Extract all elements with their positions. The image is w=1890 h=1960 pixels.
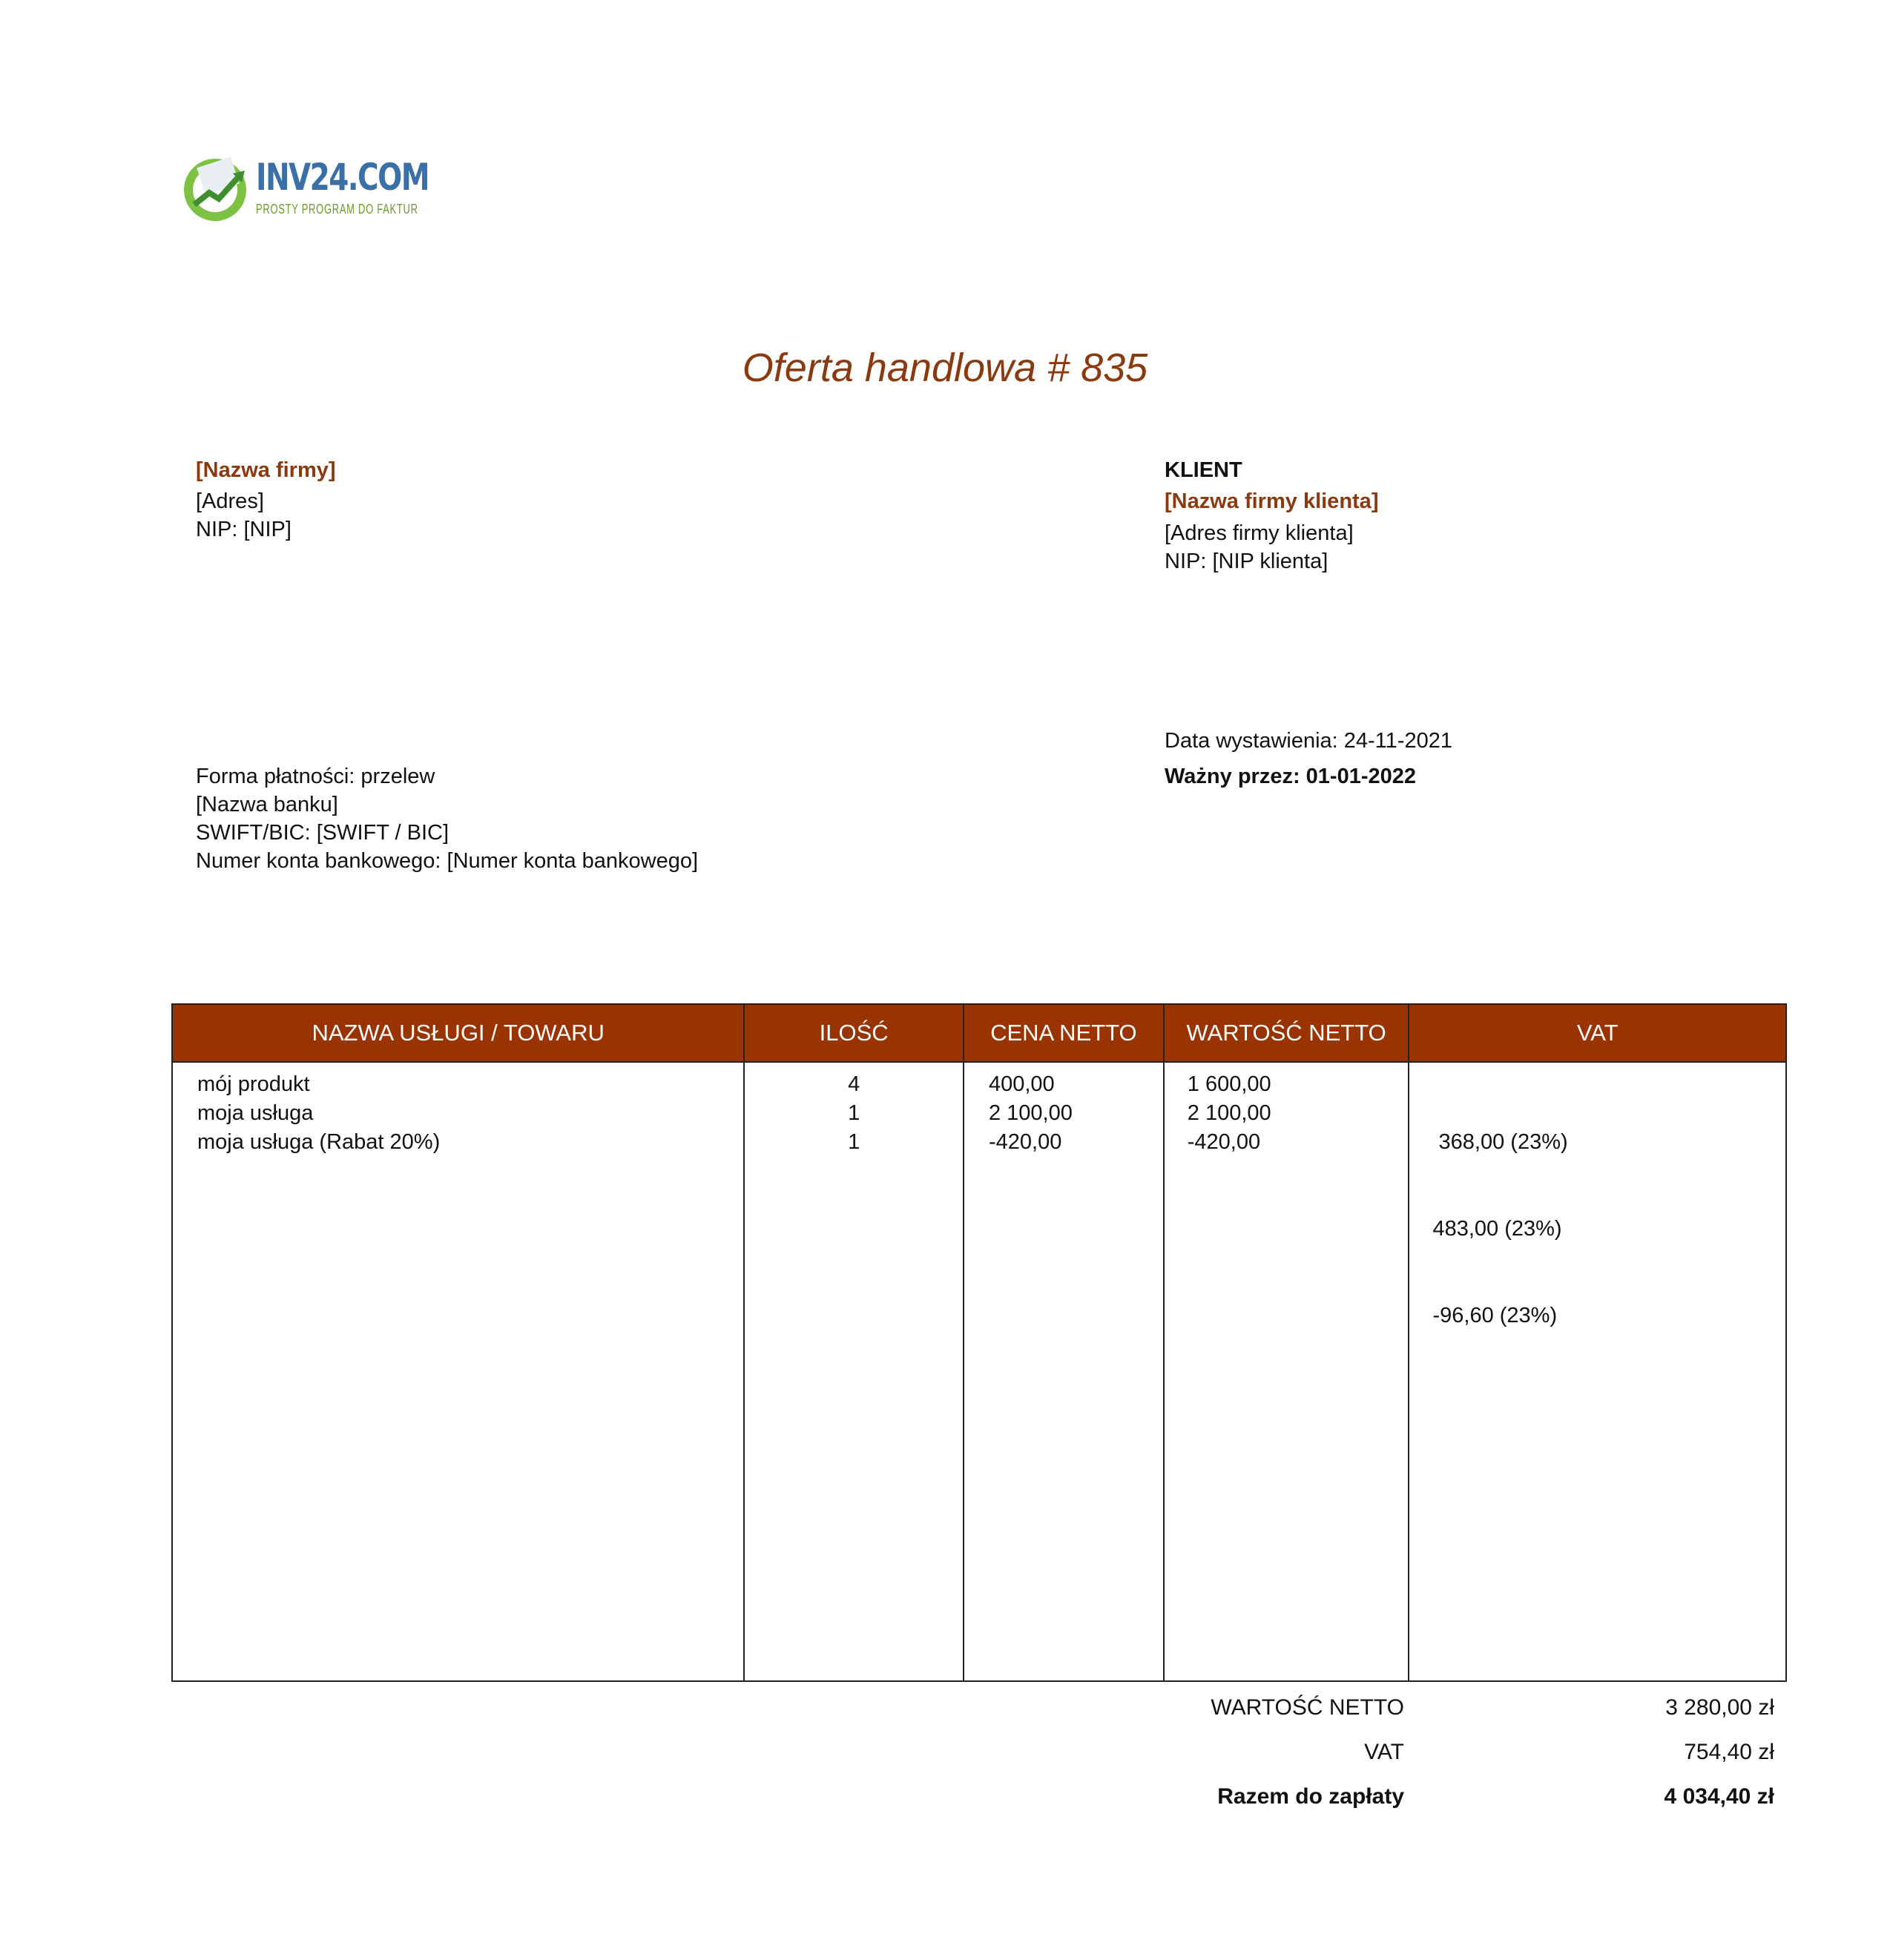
total-net-value: 3 280,00 zł (1665, 1695, 1774, 1720)
column-vat (1409, 1062, 1786, 1681)
items-table (171, 1003, 1787, 1682)
seller-address: [Adres] (196, 489, 264, 513)
table-row: moja usługa (Rabat 20%) (197, 1130, 441, 1154)
client-heading: KLIENT (1165, 458, 1242, 482)
table-row: 4 (848, 1072, 860, 1096)
column-name (172, 1062, 744, 1681)
document-title: Oferta handlowa # 835 (742, 346, 1148, 390)
payment-method: Forma płatności: przelew (196, 765, 435, 788)
seller-name: [Nazwa firmy] (196, 458, 336, 482)
table-row: 1 (848, 1101, 860, 1125)
logo-tagline: PROSTY PROGRAM DO FAKTUR (256, 202, 418, 217)
header-price: CENA NETTO (964, 1004, 1164, 1062)
logo-name: INV24.COM (256, 156, 429, 199)
header-net: WARTOŚĆ NETTO (1164, 1004, 1409, 1062)
column-price (964, 1062, 1164, 1681)
table-row: 2 100,00 (1187, 1101, 1271, 1125)
client-address: [Adres firmy klienta] (1165, 521, 1354, 545)
client-nip: NIP: [NIP klienta] (1165, 550, 1328, 573)
valid-until: Ważny przez: 01-01-2022 (1165, 765, 1417, 788)
header-qty: ILOŚĆ (744, 1004, 964, 1062)
table-row: 368,00 (23%) (1432, 1130, 1568, 1154)
table-body (172, 1062, 1786, 1681)
table-row: 1 600,00 (1187, 1072, 1271, 1096)
table-row: -420,00 (1187, 1130, 1261, 1154)
bank-name: [Nazwa banku] (196, 793, 338, 816)
table-row: 1 (848, 1130, 860, 1154)
table-row: -96,60 (23%) (1432, 1304, 1558, 1327)
grand-total-label: Razem do zapłaty (1217, 1784, 1404, 1809)
header-vat: VAT (1409, 1004, 1786, 1062)
seller-nip: NIP: [NIP] (196, 518, 292, 541)
table-header-row (172, 1004, 1786, 1062)
table-row: 400,00 (988, 1072, 1055, 1096)
swift-bic: SWIFT/BIC: [SWIFT / BIC] (196, 821, 450, 845)
table-row: -420,00 (988, 1130, 1062, 1154)
table-row: 2 100,00 (988, 1101, 1073, 1125)
total-vat-label: VAT (1364, 1740, 1404, 1764)
total-vat-value: 754,40 zł (1684, 1740, 1774, 1764)
issue-date: Data wystawienia: 24-11-2021 (1165, 729, 1452, 753)
header-name: NAZWA USŁUGI / TOWARU (172, 1004, 744, 1062)
table-row: mój produkt (197, 1072, 310, 1096)
grand-total-value: 4 034,40 zł (1664, 1784, 1774, 1809)
table-row: 483,00 (23%) (1432, 1217, 1562, 1241)
client-name: [Nazwa firmy klienta] (1165, 489, 1379, 513)
total-net-label: WARTOŚĆ NETTO (1211, 1695, 1404, 1720)
column-qty (744, 1062, 964, 1681)
column-net (1164, 1062, 1409, 1681)
bank-account: Numer konta bankowego: [Numer konta bankowego] (196, 849, 699, 873)
table-row: moja usługa (197, 1101, 314, 1125)
